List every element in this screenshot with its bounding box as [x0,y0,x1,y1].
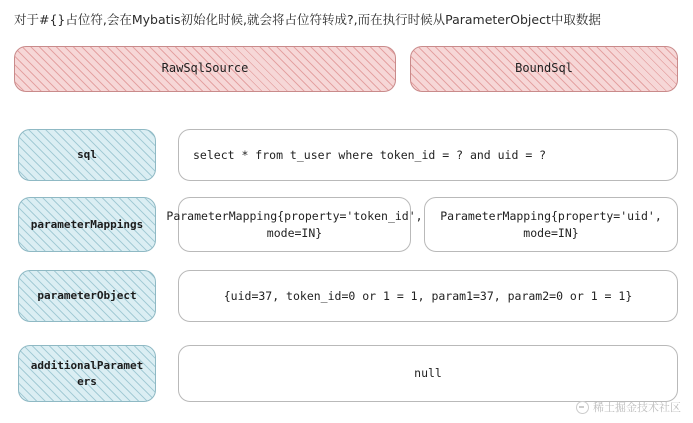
row-label-additionalparameters: additionalParameters [18,345,156,402]
row-value-sql: select * from t_user where token_id = ? and uid = ? [178,129,678,181]
row-value-parametermapping-uid: ParameterMapping{property='uid', mode=IN} [424,197,678,252]
watermark-text: 稀土掘金技术社区 [593,401,681,414]
diagram-caption: 对于#{}占位符,会在Mybatis初始化时候,就会将占位符转成?,而在执行时候从ParameterObject中取数据 [14,12,601,27]
header-rawsqlsource: RawSqlSource [14,46,396,92]
row-value-parameterobject: {uid=37, token_id=0 or 1 = 1, param1=37, param2=0 or 1 = 1} [178,270,678,322]
row-label-parametermappings: parameterMappings [18,197,156,252]
watermark-logo-icon [576,401,589,414]
row-label-sql: sql [18,129,156,181]
row-value-parametermapping-token-id: ParameterMapping{property='token_id', mode=IN} [178,197,411,252]
row-label-parameterobject: parameterObject [18,270,156,322]
watermark [576,399,681,415]
row-value-additionalparameters: null [178,345,678,402]
header-boundsql: BoundSql [410,46,678,92]
